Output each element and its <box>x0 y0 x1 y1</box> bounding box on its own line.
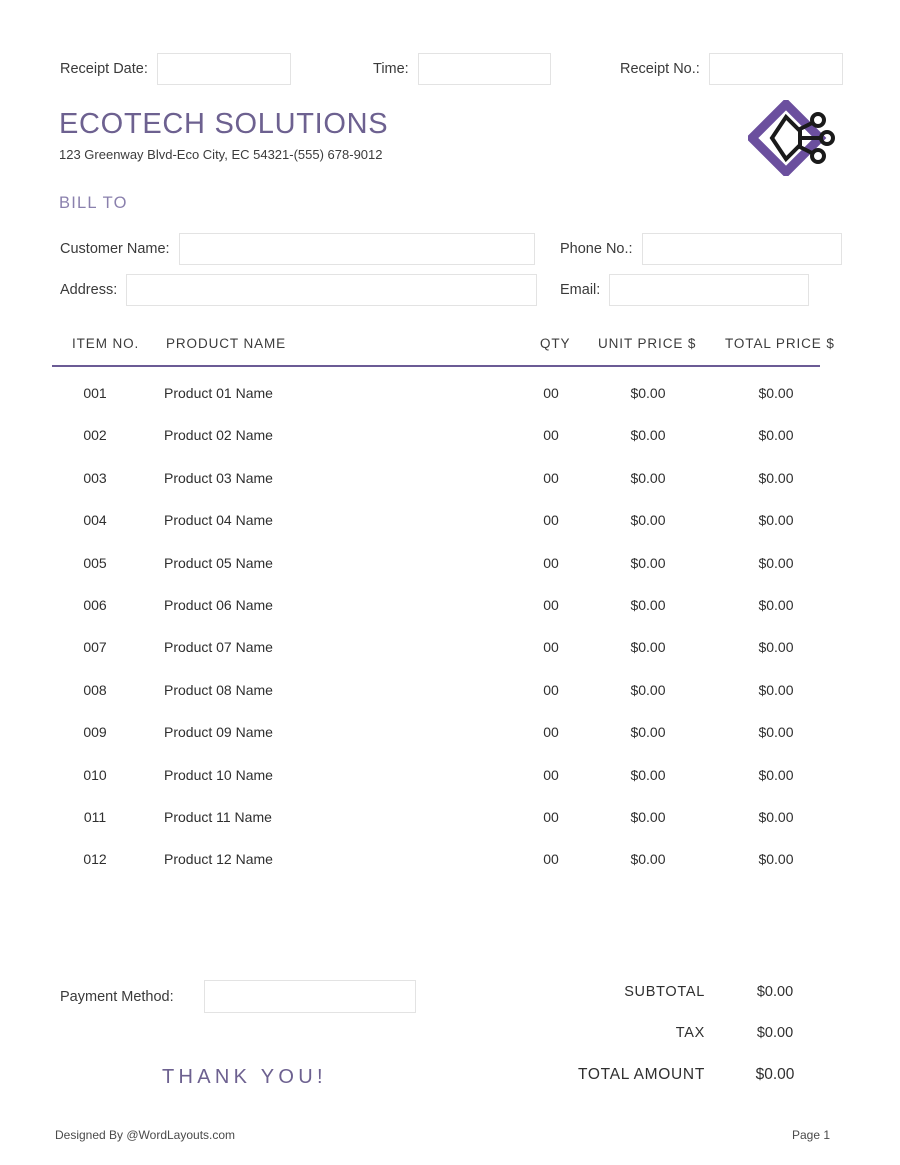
customer-email-field <box>560 274 809 306</box>
cell-item-no: 003 <box>83 469 107 486</box>
cell-product-name: Product 03 Name <box>164 469 273 486</box>
cell-product-name: Product 04 Name <box>164 512 273 529</box>
cell-qty: 00 <box>543 766 559 783</box>
table-row[interactable] <box>52 376 820 418</box>
customer-name-label: Customer Name: <box>60 241 170 257</box>
table-row[interactable] <box>52 546 820 588</box>
table-row[interactable] <box>52 418 820 460</box>
receipt-number-input[interactable] <box>709 53 843 85</box>
cell-item-no: 002 <box>83 427 107 444</box>
receipt-date-label: Receipt Date: <box>60 61 148 77</box>
table-row[interactable] <box>52 715 820 757</box>
cell-unit-price: $0.00 <box>630 724 666 741</box>
tax-label: TAX <box>675 1025 705 1041</box>
cell-item-no: 007 <box>83 639 107 656</box>
column-header-total-price: TOTAL PRICE $ <box>725 336 835 351</box>
cell-total-price: $0.00 <box>758 808 794 825</box>
table-row[interactable] <box>52 758 820 800</box>
cell-item-no: 008 <box>83 681 107 698</box>
cell-total-price: $0.00 <box>758 851 794 868</box>
column-header-product-name: PRODUCT NAME <box>166 336 287 351</box>
cell-product-name: Product 01 Name <box>164 385 273 401</box>
customer-name-input[interactable] <box>179 233 535 265</box>
cell-qty: 00 <box>543 512 559 529</box>
table-row[interactable] <box>52 461 820 503</box>
cell-unit-price: $0.00 <box>630 469 666 486</box>
cell-unit-price: $0.00 <box>630 639 666 656</box>
cell-unit-price: $0.00 <box>630 851 666 868</box>
bill-to-heading: BILL TO <box>59 194 128 212</box>
customer-email-label: Email: <box>560 282 601 298</box>
cell-unit-price: $0.00 <box>630 512 666 529</box>
table-row[interactable] <box>52 842 820 884</box>
cell-qty: 00 <box>543 427 559 444</box>
cell-unit-price: $0.00 <box>630 808 666 825</box>
payment-method-label: Payment Method: <box>60 988 174 1005</box>
cell-qty: 00 <box>543 851 559 868</box>
receipt-date-field <box>60 52 291 86</box>
cell-total-price: $0.00 <box>758 596 794 613</box>
cell-unit-price: $0.00 <box>630 596 666 613</box>
table-row[interactable] <box>52 800 820 842</box>
subtotal-label: SUBTOTAL <box>624 984 705 1000</box>
cell-qty: 00 <box>543 724 559 741</box>
cell-total-price: $0.00 <box>758 766 794 783</box>
phone-number-field <box>560 233 842 265</box>
customer-address-label: Address: <box>60 282 118 298</box>
ecotech-circuit-diamond-logo <box>748 100 840 176</box>
items-table <box>52 336 835 868</box>
cell-item-no: 006 <box>83 596 107 613</box>
cell-total-price: $0.00 <box>758 639 794 656</box>
customer-address-input[interactable] <box>126 274 537 306</box>
page-number: Page 1 <box>792 1128 831 1142</box>
cell-product-name: Product 05 Name <box>164 554 273 571</box>
cell-unit-price: $0.00 <box>630 681 666 698</box>
cell-qty: 00 <box>543 681 559 698</box>
table-row[interactable] <box>52 673 820 715</box>
cell-unit-price: $0.00 <box>630 427 666 444</box>
table-row[interactable] <box>52 503 820 545</box>
cell-total-price: $0.00 <box>758 427 794 444</box>
receipt-time-label: Time: <box>373 61 409 77</box>
total-amount-label: TOTAL AMOUNT <box>578 1066 705 1083</box>
items-table-header <box>52 336 835 363</box>
cell-item-no: 010 <box>83 766 107 783</box>
cell-qty: 00 <box>543 469 559 486</box>
cell-item-no: 011 <box>83 808 107 825</box>
receipt-number-field <box>620 52 843 86</box>
cell-product-name: Product 06 Name <box>164 596 273 613</box>
column-header-unit-price: UNIT PRICE $ <box>598 336 697 351</box>
cell-product-name: Product 08 Name <box>164 681 273 698</box>
cell-total-price: $0.00 <box>758 681 794 698</box>
cell-product-name: Product 07 Name <box>164 639 273 656</box>
cell-total-price: $0.00 <box>758 724 794 741</box>
cell-qty: 00 <box>543 639 559 656</box>
payment-method-field <box>60 980 416 1013</box>
company-address: 123 Greenway Blvd-Eco City, EC 54321-(555) 678-9012 <box>59 147 383 162</box>
table-row[interactable] <box>52 588 820 630</box>
total-amount-row <box>540 1066 840 1107</box>
tax-value: $0.00 <box>756 1025 794 1041</box>
table-header-divider <box>52 365 820 367</box>
total-amount-value: $0.00 <box>755 1066 795 1083</box>
customer-name-field <box>60 233 535 265</box>
cell-product-name: Product 09 Name <box>164 724 273 741</box>
table-row[interactable] <box>52 630 820 672</box>
cell-total-price: $0.00 <box>758 554 794 571</box>
receipt-time-input[interactable] <box>418 53 551 85</box>
receipt-meta-row <box>60 52 848 86</box>
column-header-item-no: ITEM NO. <box>72 336 140 351</box>
cell-item-no: 001 <box>83 385 107 401</box>
cell-item-no: 004 <box>83 512 107 529</box>
cell-unit-price: $0.00 <box>630 766 666 783</box>
cell-item-no: 005 <box>83 554 107 571</box>
customer-address-field <box>60 274 537 306</box>
subtotal-value: $0.00 <box>756 984 794 1000</box>
cell-total-price: $0.00 <box>758 469 794 486</box>
cell-item-no: 009 <box>83 724 107 741</box>
cell-total-price: $0.00 <box>758 385 794 401</box>
designed-by-credit: Designed By @WordLayouts.com <box>55 1128 236 1142</box>
phone-number-label: Phone No.: <box>560 241 633 257</box>
column-header-qty: QTY <box>540 336 571 351</box>
cell-total-price: $0.00 <box>758 512 794 529</box>
cell-qty: 00 <box>543 596 559 613</box>
items-table-body <box>52 376 820 885</box>
cell-qty: 00 <box>543 385 559 401</box>
thank-you-message: THANK YOU! <box>162 1066 327 1088</box>
phone-number-input[interactable] <box>642 233 842 265</box>
receipt-date-input[interactable] <box>157 53 291 85</box>
cell-product-name: Product 02 Name <box>164 427 273 444</box>
cell-unit-price: $0.00 <box>630 554 666 571</box>
company-name: ECOTECH SOLUTIONS <box>59 108 389 140</box>
cell-product-name: Product 10 Name <box>164 766 273 783</box>
cell-product-name: Product 11 Name <box>164 808 272 825</box>
subtotal-row <box>540 984 840 1025</box>
cell-qty: 00 <box>543 808 559 825</box>
totals-summary <box>540 984 840 1107</box>
customer-email-input[interactable] <box>609 274 809 306</box>
receipt-time-field <box>373 52 551 86</box>
cell-qty: 00 <box>543 554 559 571</box>
cell-product-name: Product 12 Name <box>164 851 273 868</box>
tax-row <box>540 1025 840 1066</box>
cell-item-no: 012 <box>83 851 107 868</box>
receipt-number-label: Receipt No.: <box>620 61 700 77</box>
payment-method-input[interactable] <box>204 980 416 1013</box>
cell-unit-price: $0.00 <box>630 385 666 401</box>
